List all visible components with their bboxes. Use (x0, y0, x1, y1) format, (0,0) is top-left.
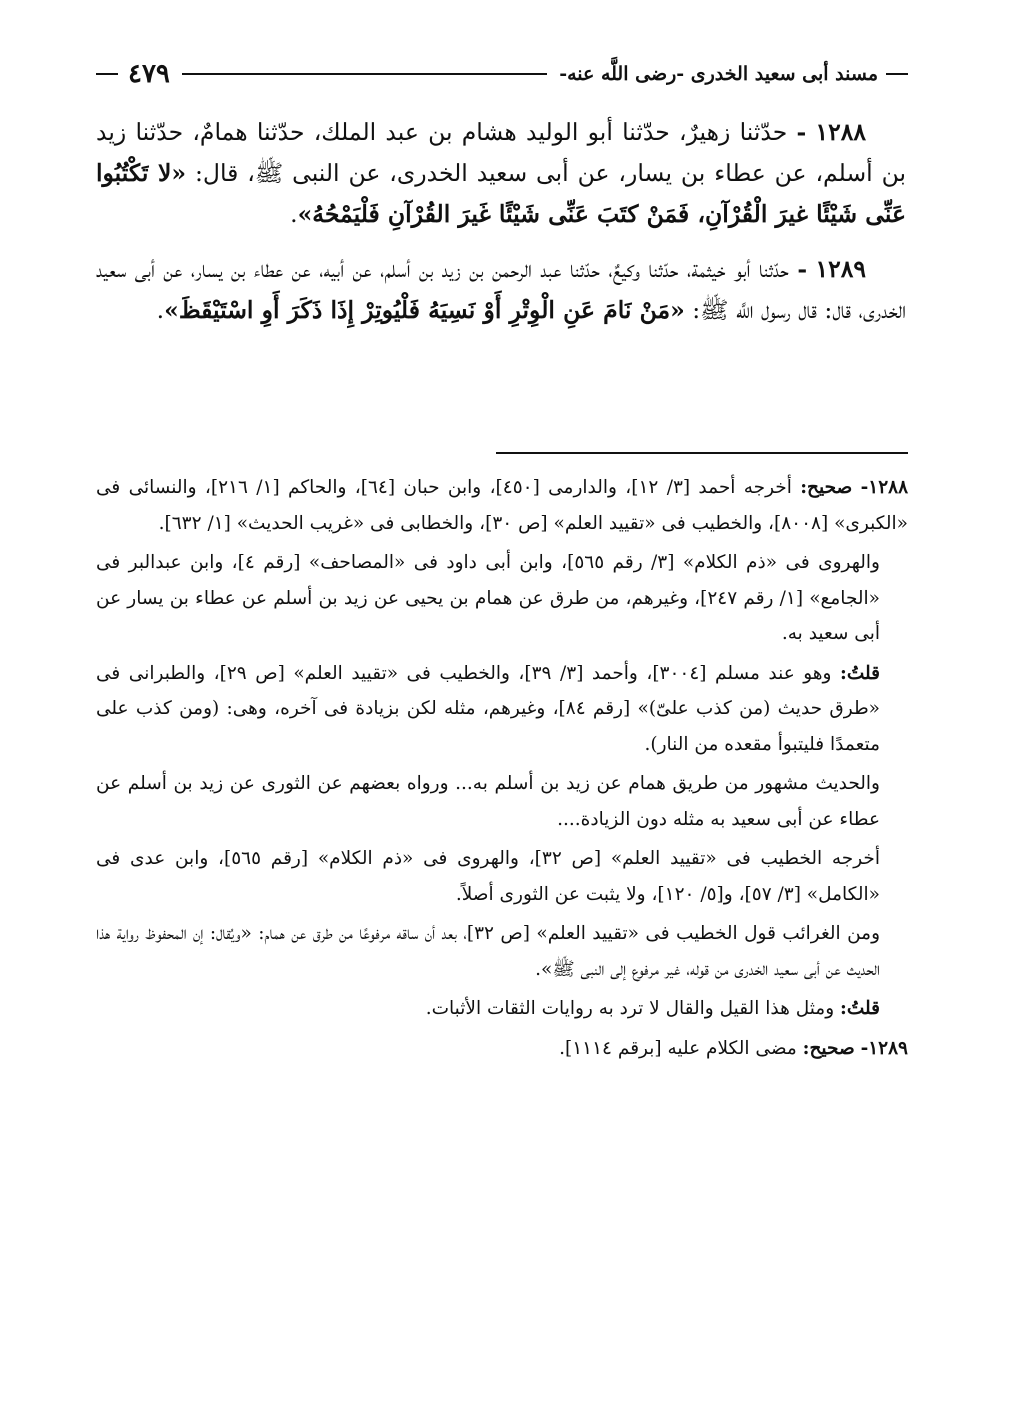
hadith-number: ١٢٨٩ (815, 255, 866, 283)
qultu-label: قلتُ: (840, 998, 880, 1019)
footnote-text: ومثل هذا القيل والقال لا ترد به روايات الثقات الأثبات. (425, 998, 841, 1019)
hadith-matn: «لا تَكْتُبُوا عَنِّى شَيْئًا غيرَ الْقُرْآنِ، فَمَنْ كتَبَ عَنِّى شَيْئًا غَيرَ القُرْآنِ فَلْيَمْحُهُ» (96, 159, 906, 228)
hadith-1288 (96, 112, 906, 235)
header-dash-end (96, 73, 118, 75)
footnote-text: والحديث مشهور من طريق همام عن زيد بن أسلم به... ورواه بعضهم عن الثورى عن زيد بن أسلم عن عطاء عن أبى سعيد به مثله دون الزيادة.... (96, 773, 880, 830)
footnote-paragraph (96, 841, 908, 912)
running-title: مسند أبى سعيد الخدرى -رضى اللَّه عنه- (559, 63, 878, 85)
main-text (96, 112, 906, 345)
hadith-isnad: حدّثنا زهيرٌ، حدّثنا أبو الوليد هشام بن عبد الملك، حدّثنا همامٌ، حدّثنا زيد بن أسلم، عن عطاء بن يسار، عن أبى سعيد الخدرى، عن النبى ﷺ، قال: (96, 118, 906, 187)
hadith-end: . (156, 296, 165, 324)
page-header (96, 54, 908, 94)
hadith-number: ١٢٨٨ (815, 118, 866, 146)
footnote-text: ومن الغرائب قول الخطيب فى «تقييد العلم» [ص ٣٢]، بعد أن ساقه مرفوعًا من طرق عن همام: «ويُقال: إن المحفوظ رواية هذا الحديث عن أبى سعيد الخدرى من قوله، غير مرفوع إلى النبى ﷺ». (96, 923, 881, 980)
footnote-paragraph (96, 545, 908, 652)
footnote-text: وهو عند مسلم [٣٠٠٤]، وأحمد [٣/ ٣٩]، والخطيب فى «تقييد العلم» [ص ٢٩]، والطبرانى فى «طرق حديث (من كذب علىّ)» [رقم ٨٤]، وغيرهم، مثله لكن بزيادة فى آخره، وهى: (ومن كذب على متعمدًا فليتبوأ مقعده من النار). (96, 662, 880, 755)
hadith-dash: - (797, 255, 808, 283)
hadith-isnad: حدّثنا أبو خيثمة، حدّثنا وكيعٌ، حدّثنا عبد الرحمن بن زيد بن أسلم، عن أبيه، عن عطاء بن يسار، عن أبى سعيد الخدرى، قال: قال رسول اللَّه ﷺ: (96, 255, 906, 324)
hadith-dash: - (796, 118, 807, 146)
hadith-end: . (290, 200, 298, 228)
footnote-paragraph (96, 991, 908, 1027)
footnote-paragraph (96, 656, 908, 763)
footnote-separator (496, 452, 908, 454)
footnote-number: ١٢٨٩- (860, 1037, 908, 1059)
footnotes (96, 470, 908, 1070)
page-number: ٤٧٩ (128, 59, 170, 89)
footnote-paragraph (96, 766, 908, 837)
hadith-1289 (96, 249, 906, 331)
grade-label: صحيح: (800, 477, 853, 498)
qultu-label: قلتُ: (840, 662, 880, 684)
footnote-paragraph (96, 916, 908, 987)
header-dash (886, 73, 908, 75)
footnote-text: أخرجه الخطيب فى «تقييد العلم» [ص ٣٢]، والهروى فى «ذم الكلام» [رقم ٥٦٥]، وابن عدى فى «الكامل» [٣/ ٥٧]، و[٥/ ١٢٠]، ولا يثبت عن الثورى أصلاً. (96, 848, 881, 905)
header-rule (182, 73, 547, 75)
footnote-text: والهروى فى «ذم الكلام» [٣/ رقم ٥٦٥]، وابن أبى داود فى «المصاحف» [رقم ٤]، وابن عبدالبر فى «الجامع» [١/ رقم ٢٤٧]، وغيرهم، من طرق عن همام بن يحيى عن زيد بن أسلم عن عطاء بن يسار عن أبى سعيد به. (96, 552, 880, 644)
hadith-matn: «مَنْ نَامَ عَنِ الْوِتْرِ أَوْ نَسِيَهُ فَلْيُوتِرْ إِذَا ذَكَرَ أَوِ اسْتَيْقَظَ» (164, 296, 685, 324)
footnote-text: أخرجه أحمد [٣/ ١٢]، والدارمى [٤٥٠]، وابن حبان [٦٤]، والحاكم [١/ ٢١٦]، والنسائى فى «الكبرى» [٨٠٠٨]، والخطيب فى «تقييد العلم» [ص ٣٠]، والخطابى فى «غريب الحديث» [١/ ٦٣٢]. (96, 477, 908, 534)
footnote-1289 (96, 1031, 908, 1067)
footnote-1288 (96, 470, 908, 541)
grade-label: صحيح: (802, 1037, 855, 1059)
footnote-text: مضى الكلام عليه [برقم ١١١٤]. (559, 1037, 803, 1059)
footnote-number: ١٢٨٨- (860, 477, 909, 498)
